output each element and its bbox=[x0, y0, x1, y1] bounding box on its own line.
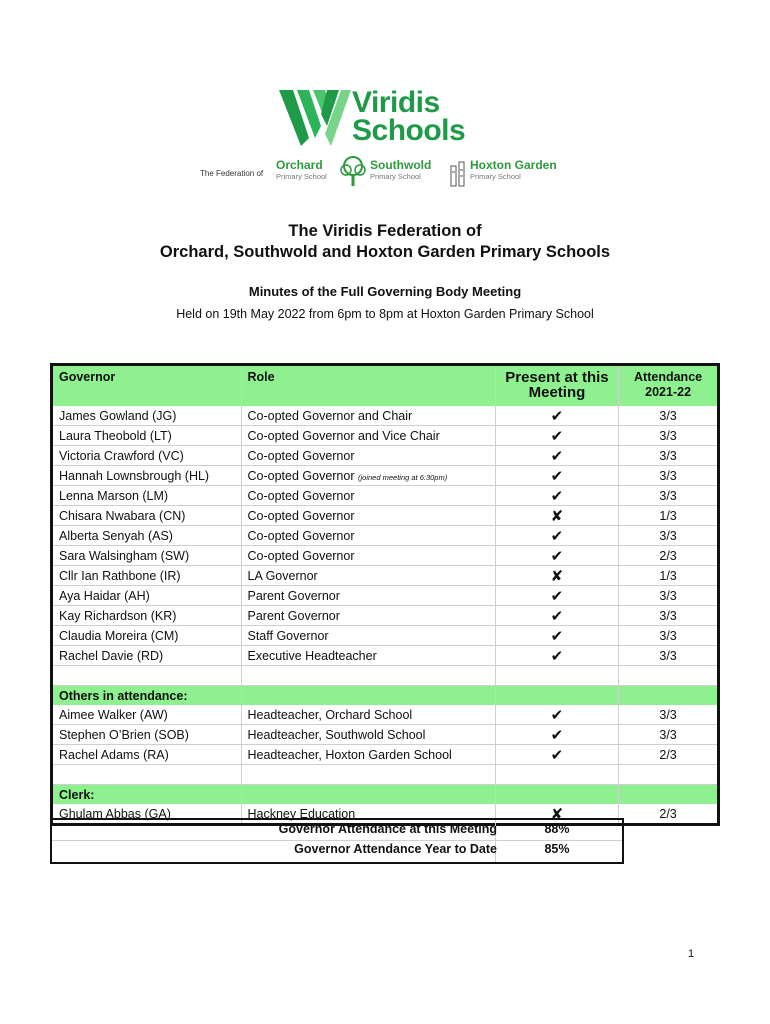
federation-label: The Federation of bbox=[200, 169, 264, 178]
attendance-summary bbox=[50, 818, 624, 864]
absent-mark: ✘ bbox=[495, 506, 618, 526]
meeting-subtitle: Minutes of the Full Governing Body Meeting bbox=[248, 284, 522, 299]
meeting-attendance-value: 88% bbox=[544, 822, 570, 836]
meeting-attendance-label: Governor Attendance at this Meeting bbox=[278, 822, 497, 836]
federation-row bbox=[198, 156, 578, 192]
ytd-attendance-label: Governor Attendance Year to Date bbox=[294, 842, 497, 856]
present-mark: ✔ bbox=[495, 446, 618, 466]
others-section-header: Others in attendance: bbox=[52, 686, 719, 706]
table-row: Claudia Moreira (CM) Staff Governor ✔ 3/3 bbox=[52, 626, 719, 646]
present-mark: ✔ bbox=[495, 466, 618, 486]
table-row: Laura Theobold (LT) Co-opted Governor and Vice Chair ✔ 3/3 bbox=[52, 426, 719, 446]
table-row: Rachel Adams (RA) Headteacher, Hoxton Garden School ✔ 2/3 bbox=[52, 745, 719, 765]
table-row: Victoria Crawford (VC) Co-opted Governor ✔ 3/3 bbox=[52, 446, 719, 466]
ytd-attendance-value: 85% bbox=[544, 842, 570, 856]
present-mark: ✔ bbox=[495, 526, 618, 546]
logo-line-2: Schools bbox=[352, 114, 466, 147]
federation-logo bbox=[0, 78, 770, 198]
table-row: Rachel Davie (RD) Executive Headteacher ✔ 3/3 bbox=[52, 646, 719, 666]
blank-row bbox=[52, 765, 719, 785]
present-mark: ✔ bbox=[495, 486, 618, 506]
table-row: James Gowland (JG) Co-opted Governor and Chair ✔ 3/3 bbox=[52, 406, 719, 426]
table-row: Kay Richardson (KR) Parent Governor ✔ 3/3 bbox=[52, 606, 719, 626]
table-row: Sara Walsingham (SW) Co-opted Governor ✔ 2/3 bbox=[52, 546, 719, 566]
table-row: Lenna Marson (LM) Co-opted Governor ✔ 3/3 bbox=[52, 486, 719, 506]
tree-icon bbox=[338, 156, 368, 188]
table-row: Hannah Lownsbrough (HL) Co-opted Governor (joined meeting at 6:30pm) ✔ 3/3 bbox=[52, 466, 719, 486]
present-mark: ✔ bbox=[495, 705, 618, 725]
school-hoxton-garden: Hoxton Garden Primary School bbox=[470, 158, 557, 181]
table-row: Ghulam Abbas (GA) Hackney Education ✘ 2/3 bbox=[52, 804, 719, 825]
document-title-line-1: The Viridis Federation of bbox=[288, 222, 482, 240]
header-role: Role bbox=[241, 365, 495, 407]
table-row: Aya Haidar (AH) Parent Governor ✔ 3/3 bbox=[52, 586, 719, 606]
present-mark: ✔ bbox=[495, 606, 618, 626]
building-icon bbox=[450, 160, 466, 188]
blank-row bbox=[52, 666, 719, 686]
school-southwold: Southwold Primary School bbox=[370, 158, 432, 181]
governor-attendance-table bbox=[50, 363, 720, 826]
page-number: 1 bbox=[688, 948, 695, 960]
header-governor: Governor bbox=[52, 365, 242, 407]
present-mark: ✔ bbox=[495, 586, 618, 606]
meeting-held-info: Held on 19th May 2022 from 6pm to 8pm at Hoxton Garden Primary School bbox=[176, 307, 594, 321]
present-mark: ✔ bbox=[495, 725, 618, 745]
table-row: Cllr Ian Rathbone (IR) LA Governor ✘ 1/3 bbox=[52, 566, 719, 586]
present-mark: ✔ bbox=[495, 646, 618, 666]
table-row: Aimee Walker (AW) Headteacher, Orchard School ✔ 3/3 bbox=[52, 705, 719, 725]
table-row: Chisara Nwabara (CN) Co-opted Governor ✘ 1/3 bbox=[52, 506, 719, 526]
document-title-line-2: Orchard, Southwold and Hoxton Garden Primary Schools bbox=[159, 243, 611, 261]
join-note: (joined meeting at 6:30pm) bbox=[358, 472, 448, 482]
present-mark: ✔ bbox=[495, 426, 618, 446]
present-mark: ✔ bbox=[495, 406, 618, 426]
logo-line-1: Viridis bbox=[352, 86, 440, 119]
absent-mark: ✘ bbox=[495, 804, 618, 825]
present-mark: ✔ bbox=[495, 626, 618, 646]
header-present: Present at this Meeting bbox=[495, 365, 618, 407]
present-mark: ✔ bbox=[495, 745, 618, 765]
present-mark: ✔ bbox=[495, 546, 618, 566]
table-row: Stephen O’Brien (SOB) Headteacher, Southwold School ✔ 3/3 bbox=[52, 725, 719, 745]
header-attendance: Attendance 2021-22 bbox=[619, 365, 719, 407]
clerk-section-header: Clerk: bbox=[52, 785, 719, 805]
table-header-row bbox=[52, 365, 719, 407]
absent-mark: ✘ bbox=[495, 566, 618, 586]
table-row: Alberta Senyah (AS) Co-opted Governor ✔ 3/3 bbox=[52, 526, 719, 546]
school-orchard: Orchard Primary School bbox=[276, 158, 327, 181]
